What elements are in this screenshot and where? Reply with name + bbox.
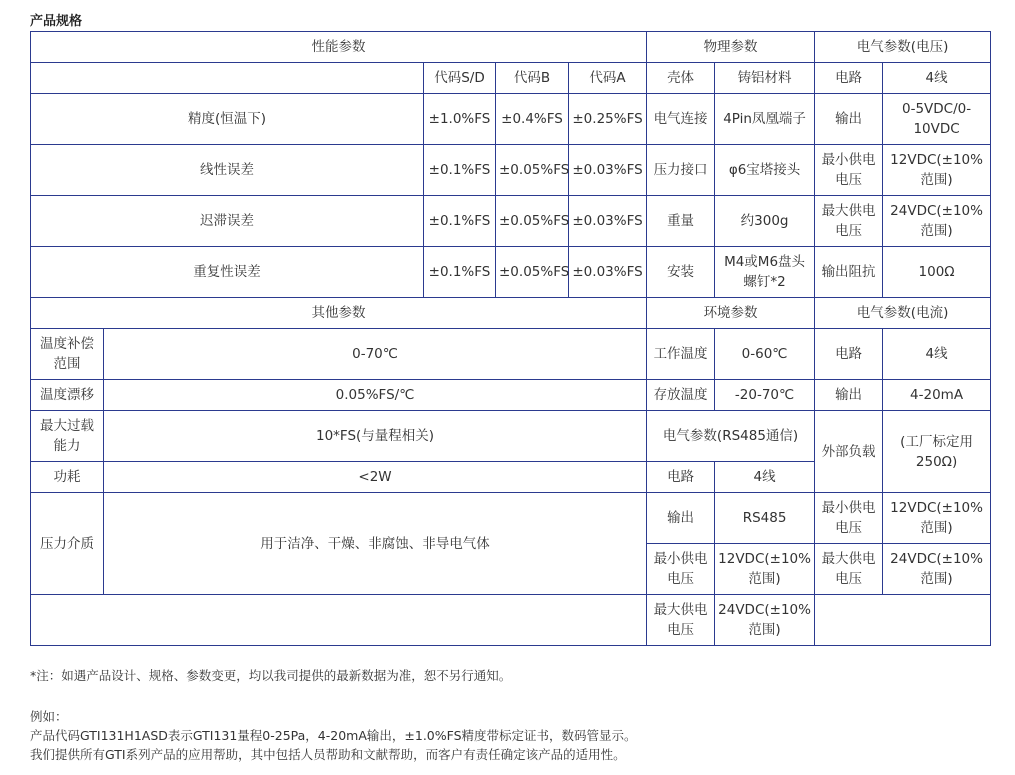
spec-table: [30, 31, 991, 646]
voltage-label: 输出: [815, 94, 883, 145]
other-value: 0.05%FS/℃: [104, 380, 647, 411]
performance-b-value: ±0.05%FS: [496, 247, 569, 298]
voltage-value: 4线: [883, 63, 991, 94]
environment-value: 0-60℃: [715, 329, 815, 380]
blank-cell: [31, 595, 647, 646]
physical-label: 电气连接: [647, 94, 715, 145]
code-b-header: 代码B: [496, 63, 569, 94]
other-value: <2W: [104, 462, 647, 493]
blank-header-cell: [31, 63, 424, 94]
rs485-value: RS485: [715, 493, 815, 544]
physical-value: M4或M6盘头螺钉*2: [715, 247, 815, 298]
physical-label: 压力接口: [647, 145, 715, 196]
example-label: 例如：: [30, 709, 68, 724]
section-header-physical: 物理参数: [647, 32, 815, 63]
current-label: 最大供电电压: [815, 544, 883, 595]
rs485-label: 输出: [647, 493, 715, 544]
section-header-electrical-rs485: 电气参数(RS485通信): [647, 411, 815, 462]
other-label: 最大过载能力: [31, 411, 104, 462]
section-header-other: 其他参数: [31, 298, 647, 329]
performance-sd-value: ±0.1%FS: [424, 196, 496, 247]
environment-label: 存放温度: [647, 380, 715, 411]
rs485-label: 最小供电电压: [647, 544, 715, 595]
example-line: 产品代码GTI131H1ASD表示GTI131量程0-25Pa，4-20mA输出，±1.0%FS精度带标定证书，数码管显示。: [30, 728, 637, 743]
current-label: 电路: [815, 329, 883, 380]
other-label: 功耗: [31, 462, 104, 493]
voltage-label: 最大供电电压: [815, 196, 883, 247]
voltage-value: 24VDC(±10%范围): [883, 196, 991, 247]
other-value: 用于洁净、干燥、非腐蚀、非导电气体: [104, 493, 647, 595]
physical-value: φ6宝塔接头: [715, 145, 815, 196]
physical-value: 铸铝材料: [715, 63, 815, 94]
rs485-value: 12VDC(±10%范围): [715, 544, 815, 595]
performance-sd-value: ±1.0%FS: [424, 94, 496, 145]
rs485-value: 24VDC(±10%范围): [715, 595, 815, 646]
physical-label: 重量: [647, 196, 715, 247]
voltage-value: 0-5VDC/0-10VDC: [883, 94, 991, 145]
other-label: 温度漂移: [31, 380, 104, 411]
voltage-value: 100Ω: [883, 247, 991, 298]
performance-a-value: ±0.03%FS: [569, 247, 647, 298]
physical-value: 约300g: [715, 196, 815, 247]
blank-cell: [815, 595, 991, 646]
other-value: 10*FS(与量程相关): [104, 411, 647, 462]
section-header-environment: 环境参数: [647, 298, 815, 329]
other-label: 温度补偿范围: [31, 329, 104, 380]
other-value: 0-70℃: [104, 329, 647, 380]
voltage-label: 电路: [815, 63, 883, 94]
current-value: 4线: [883, 329, 991, 380]
performance-b-value: ±0.05%FS: [496, 196, 569, 247]
section-header-performance: 性能参数: [31, 32, 647, 63]
environment-label: 工作温度: [647, 329, 715, 380]
current-label: 输出: [815, 380, 883, 411]
voltage-label: 最小供电电压: [815, 145, 883, 196]
code-a-header: 代码A: [569, 63, 647, 94]
performance-label: 迟滞误差: [31, 196, 424, 247]
performance-a-value: ±0.03%FS: [569, 145, 647, 196]
current-value: 12VDC(±10%范围): [883, 493, 991, 544]
environment-value: -20-70℃: [715, 380, 815, 411]
rs485-value: 4线: [715, 462, 815, 493]
current-value: (工厂标定用250Ω): [883, 411, 991, 493]
page-title: 产品规格: [30, 14, 83, 29]
section-header-electrical-current: 电气参数(电流): [815, 298, 991, 329]
performance-b-value: ±0.05%FS: [496, 145, 569, 196]
physical-label: 壳体: [647, 63, 715, 94]
current-value: 4-20mA: [883, 380, 991, 411]
other-label: 压力介质: [31, 493, 104, 595]
rs485-label: 最大供电电压: [647, 595, 715, 646]
performance-sd-value: ±0.1%FS: [424, 145, 496, 196]
performance-label: 精度(恒温下): [31, 94, 424, 145]
performance-label: 重复性误差: [31, 247, 424, 298]
voltage-value: 12VDC(±10%范围): [883, 145, 991, 196]
voltage-label: 输出阻抗: [815, 247, 883, 298]
footnote: *注：如遇产品设计、规格、参数变更，均以我司提供的最新数据为准，恕不另行通知。: [30, 668, 512, 683]
performance-a-value: ±0.25%FS: [569, 94, 647, 145]
example-line: 我们提供所有GTI系列产品的应用帮助，其中包括人员帮助和文献帮助，而客户有责任确定该产品的适用性。: [30, 747, 626, 762]
code-sd-header: 代码S/D: [424, 63, 496, 94]
section-header-electrical-voltage: 电气参数(电压): [815, 32, 991, 63]
physical-value: 4Pin凤凰端子: [715, 94, 815, 145]
current-value: 24VDC(±10%范围): [883, 544, 991, 595]
performance-label: 线性误差: [31, 145, 424, 196]
physical-label: 安装: [647, 247, 715, 298]
rs485-label: 电路: [647, 462, 715, 493]
performance-b-value: ±0.4%FS: [496, 94, 569, 145]
current-label: 最小供电电压: [815, 493, 883, 544]
performance-a-value: ±0.03%FS: [569, 196, 647, 247]
performance-sd-value: ±0.1%FS: [424, 247, 496, 298]
current-label: 外部负载: [815, 411, 883, 493]
